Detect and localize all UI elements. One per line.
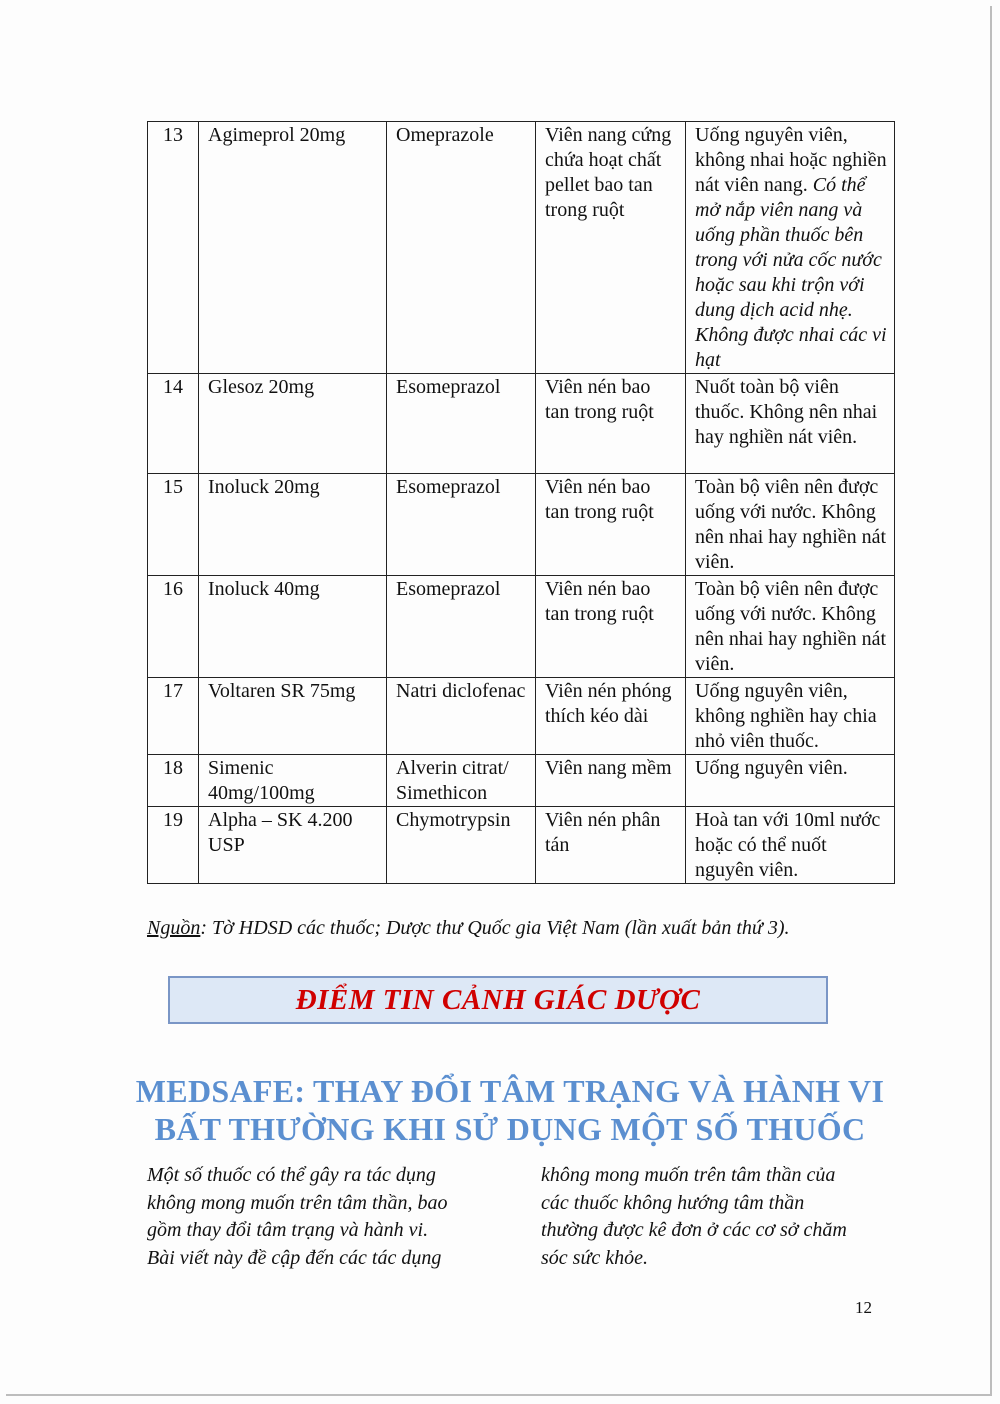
brand-name: Voltaren SR 75mg <box>199 678 387 755</box>
table-row <box>148 122 895 374</box>
dosage-form: Viên nén phóng thích kéo dài <box>536 678 686 755</box>
source-label: Nguồn <box>147 917 201 939</box>
body-line: không mong muốn trên tâm thần của <box>541 1164 836 1186</box>
row-number: 13 <box>148 122 199 374</box>
brand-name: Inoluck 20mg <box>199 474 387 576</box>
usage-instructions: Nuốt toàn bộ viên thuốc. Không nên nhai hay nghiền nát viên. <box>686 374 895 474</box>
page-number: 12 <box>855 1298 872 1317</box>
usage-note: Có thể mở nắp viên nang và uống phần thuốc bên trong với nửa cốc nước hoặc sau khi trộn với dung dịch acid nhẹ. Không được nhai các vi hạt <box>695 174 887 371</box>
dosage-form: Viên nén phân tán <box>536 807 686 884</box>
usage-instructions <box>686 122 895 374</box>
table-row <box>148 807 895 884</box>
brand-name: Alpha – SK 4.200 USP <box>199 807 387 884</box>
body-line: sóc sức khỏe. <box>541 1246 648 1269</box>
row-number: 16 <box>148 576 199 678</box>
dosage-form: Viên nén bao tan trong ruột <box>536 576 686 678</box>
usage-instructions: Uống nguyên viên, không nghiền hay chia nhỏ viên thuốc. <box>686 678 895 755</box>
headline-line: MEDSAFE: THAY ĐỔI TÂM TRẠNG VÀ HÀNH VI <box>135 1073 885 1109</box>
brand-name: Inoluck 40mg <box>199 576 387 678</box>
active-ingredient: Esomeprazol <box>387 374 536 474</box>
drug-table <box>147 121 895 884</box>
active-ingredient: Esomeprazol <box>387 576 536 678</box>
row-number: 14 <box>148 374 199 474</box>
row-number: 19 <box>148 807 199 884</box>
row-number: 15 <box>148 474 199 576</box>
headline-line: BẤT THƯỜNG KHI SỬ DỤNG MỘT SỐ THUỐC <box>154 1111 866 1147</box>
usage-instructions: Toàn bộ viên nên được uống với nước. Không nên nhai hay nghiền nát viên. <box>686 576 895 678</box>
dosage-form: Viên nang mềm <box>536 755 686 807</box>
brand-name: Glesoz 20mg <box>199 374 387 474</box>
usage-instructions: Uống nguyên viên. <box>686 755 895 807</box>
dosage-form: Viên nén bao tan trong ruột <box>536 474 686 576</box>
table-row <box>148 576 895 678</box>
body-line: thường được kê đơn ở các cơ sở chăm <box>541 1219 847 1241</box>
usage-instructions: Toàn bộ viên nên được uống với nước. Không nên nhai hay nghiền nát viên. <box>686 474 895 576</box>
article-column-left <box>147 1162 497 1272</box>
row-number: 17 <box>148 678 199 755</box>
body-line: không mong muốn trên tâm thần, bao <box>147 1191 448 1214</box>
usage-text: Uống nguyên viên, không nhai hoặc nghiền nát viên nang. <box>695 124 887 196</box>
active-ingredient: Omeprazole <box>387 122 536 374</box>
table-row <box>148 374 895 474</box>
active-ingredient: Natri diclofenac <box>387 678 536 755</box>
source-text: : Tờ HDSD các thuốc; Dược thư Quốc gia Việt Nam (lần xuất bản thứ 3). <box>200 917 790 939</box>
article-headline <box>110 1072 910 1148</box>
dosage-form: Viên nang cứng chứa hoạt chất pellet bao tan trong ruột <box>536 122 686 374</box>
article-column-right <box>541 1162 901 1272</box>
section-banner <box>168 976 828 1024</box>
body-line: Bài viết này đề cập đến các tác dụng <box>147 1246 442 1269</box>
brand-name: Simenic 40mg/100mg <box>199 755 387 807</box>
body-line: Một số thuốc có thể gây ra tác dụng <box>147 1164 436 1186</box>
banner-title: ĐIỂM TIN CẢNH GIÁC DƯỢC <box>295 983 701 1016</box>
row-number: 18 <box>148 755 199 807</box>
body-line: gồm thay đổi tâm trạng và hành vi. <box>147 1219 429 1241</box>
brand-name: Agimeprol 20mg <box>199 122 387 374</box>
table-row <box>148 678 895 755</box>
active-ingredient: Esomeprazol <box>387 474 536 576</box>
table-row <box>148 755 895 807</box>
table-row <box>148 474 895 576</box>
dosage-form: Viên nén bao tan trong ruột <box>536 374 686 474</box>
source-citation <box>147 914 907 942</box>
active-ingredient: Chymotrypsin <box>387 807 536 884</box>
usage-instructions: Hoà tan với 10ml nước hoặc có thể nuốt nguyên viên. <box>686 807 895 884</box>
active-ingredient: Alverin citrat/ Simethicon <box>387 755 536 807</box>
body-line: các thuốc không hướng tâm thần <box>541 1191 805 1214</box>
